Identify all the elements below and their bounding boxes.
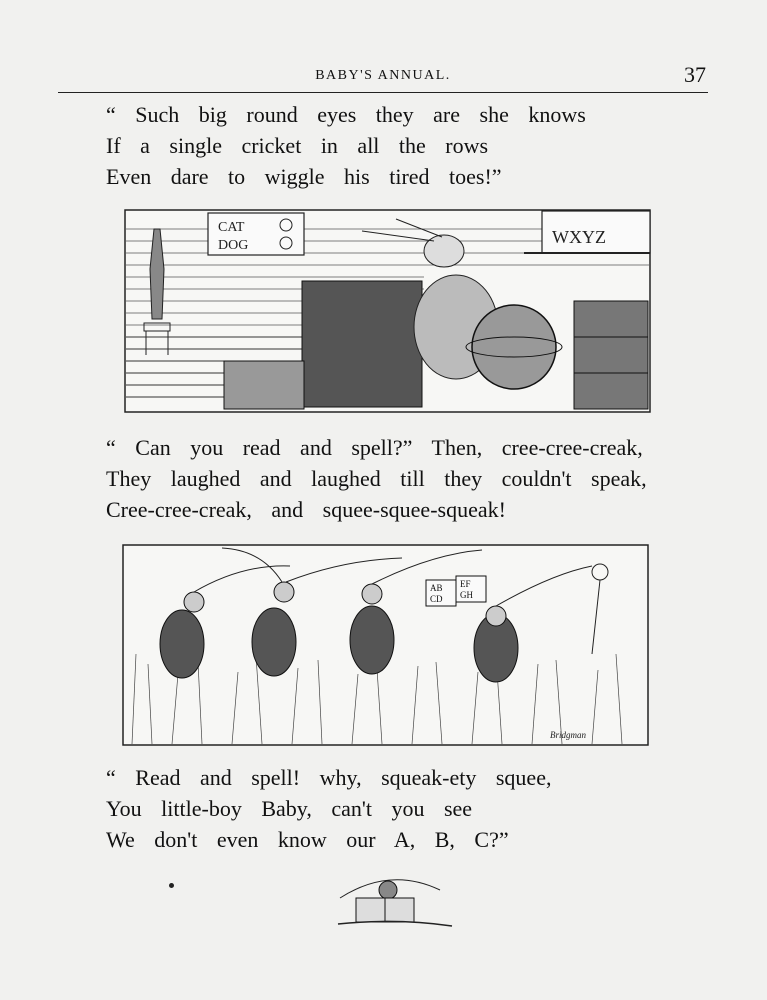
book-letters-ab: AB <box>430 583 443 593</box>
verse-line: “ Can you read and spell?” Then, cree-cree-creak, <box>106 435 643 460</box>
verse-line: If a single cricket in all the rows <box>106 133 489 158</box>
verse-line: Even dare to wiggle his tired toes!” <box>106 164 502 189</box>
verse-line: “ Such big round eyes they are she knows <box>106 102 586 127</box>
book-letters-cd: CD <box>430 594 443 604</box>
stanza-2 <box>106 432 706 525</box>
verse-line: We don't even know our A, B, C?” <box>106 827 509 852</box>
printer-mark <box>169 883 174 888</box>
verse-line: You little-boy Baby, can't you see <box>106 796 473 821</box>
running-title: BABY'S ANNUAL. <box>315 68 451 83</box>
page-number: 37 <box>684 62 706 87</box>
verse-line: “ Read and spell! why, squeak-ety squee, <box>106 765 552 790</box>
stanza-1 <box>106 99 706 192</box>
tailpiece-vignette <box>330 870 460 932</box>
verse-line: Cree-cree-creak, and squee-squee-squeak! <box>106 497 506 522</box>
running-head <box>58 60 708 93</box>
field-illustration <box>122 544 649 746</box>
book-letters-gh: GH <box>460 590 473 600</box>
book-letters-ef: EF <box>460 579 471 589</box>
artist-signature: Bridgman <box>550 730 586 740</box>
schoolroom-illustration <box>124 209 651 413</box>
alphabet-chart-letters: WXYZ <box>552 227 606 247</box>
sign-word-dog: DOG <box>218 238 249 253</box>
verse-line: They laughed and laughed till they couldn't speak, <box>106 466 647 491</box>
stanza-3 <box>106 762 706 855</box>
sign-word-cat: CAT <box>218 220 245 235</box>
